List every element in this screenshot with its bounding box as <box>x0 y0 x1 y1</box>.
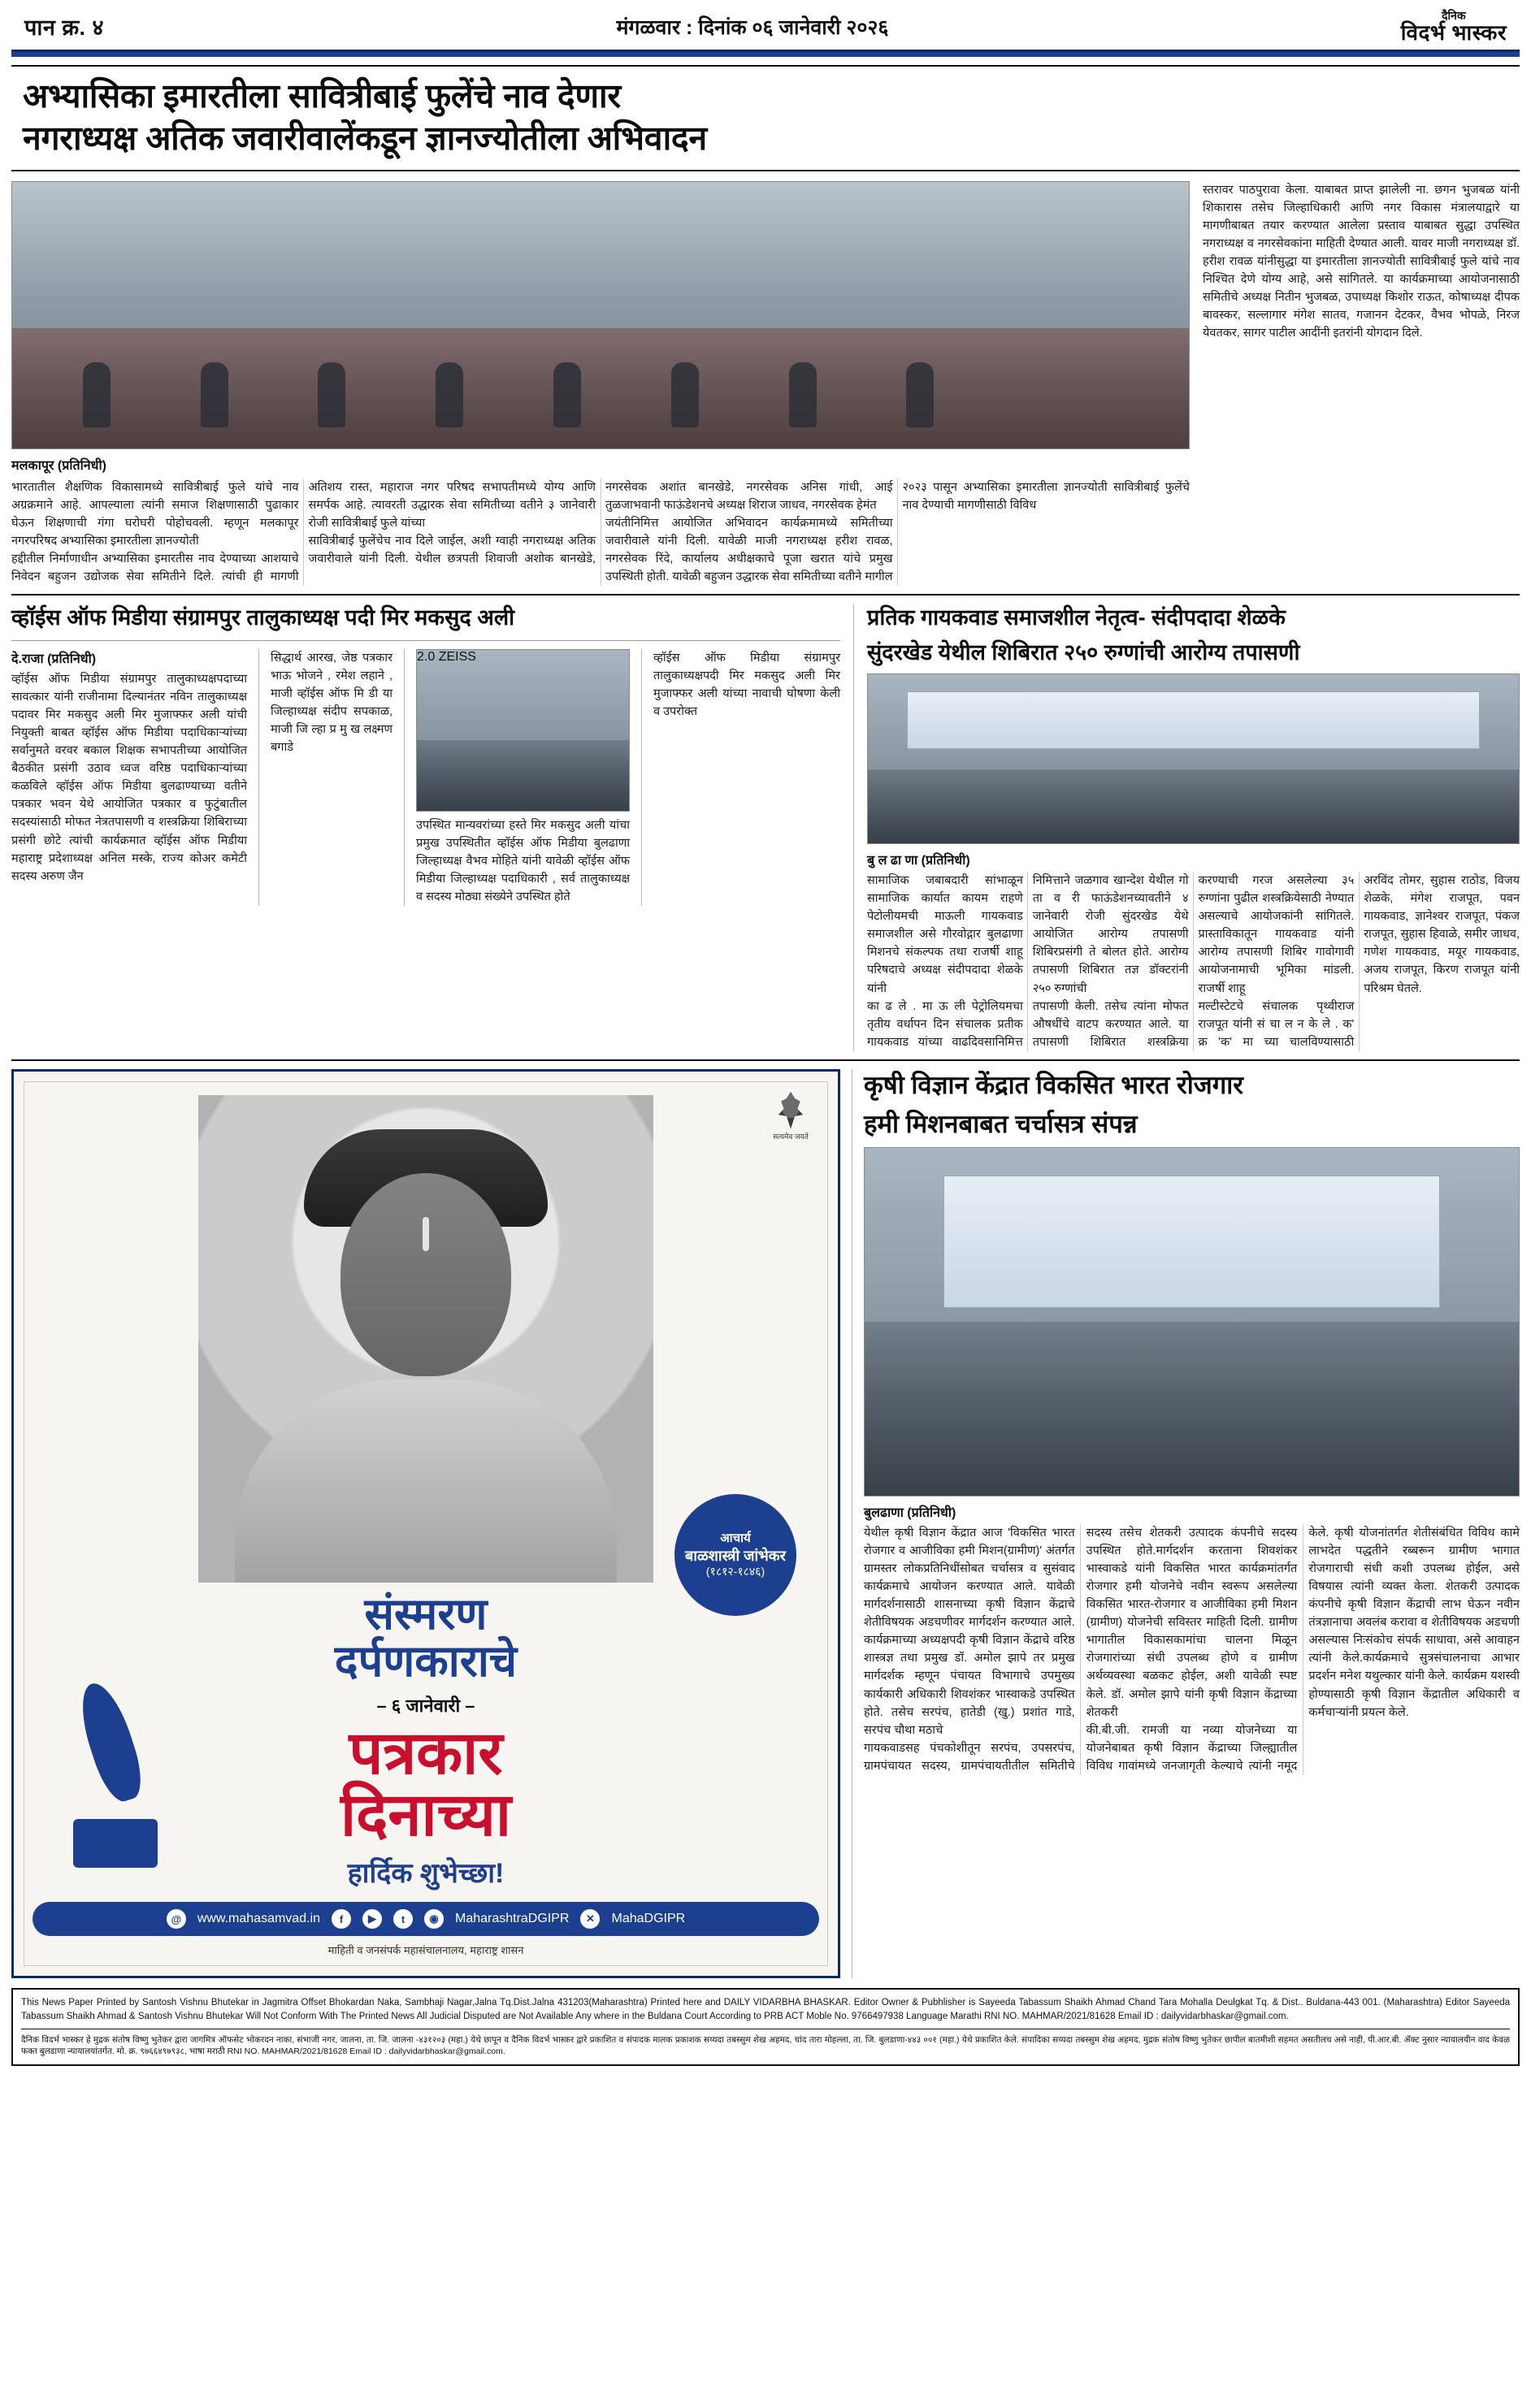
lead-body-col3: सावित्रीबाई फुलेंचेच नाव दिले जाईल, अशी ग्वाही नगराध्यक्ष अतिक जवारीवाले यांनी दिली. येथील छत्रपती शिवाजी अशोक बानखेडे, नगरसेवक अशांत बानखेडे, नगरसेवक अनिस गांधी, आई तुळजाभवानी फाऊंडेशनचे अध्यक्ष शिराज जाधव, नगरसेवक हेमंत <box>308 480 893 566</box>
story-health-camp <box>867 604 1520 1051</box>
badge-line1: आचार्य <box>720 1531 751 1545</box>
instagram-icon[interactable]: ◉ <box>424 1909 444 1929</box>
story2-body-col3: उपस्थित मान्यवरांच्या हस्ते मिर मकसुद अली यांचा प्रमुख उपस्थितीत व्हॉईस ऑफ मिडीया बुलढाणा जिल्हाध्यक्ष वैभव मोहिते यांनी यावेळी व्हॉईस ऑफ मिडीया जिल्हाध्यक्ष पदाधिकारी , सर्व तालुकाध्यक्ष व सदस्य मोठ्या संख्येने उपस्थित होते <box>416 819 630 904</box>
story2-body-col2: सिद्धार्थ आरख, जेष्ठ पत्रकार भाऊ भोजने , रमेश लहाने , माजी व्हॉईस ऑफ मि डी या जिल्हाध्यक्ष संदीप सपकाळ, माजी जि ल्हा प्र मु ख लक्ष्मण बगाडे <box>271 652 393 755</box>
poster-title-line4: दिनाच्या <box>340 1780 512 1848</box>
lead-photo <box>11 181 1190 449</box>
section-divider-2 <box>11 1059 1520 1061</box>
story4-headline-line1: कृषी विज्ञान केंद्रात विकसित भारत रोजगार <box>864 1070 1243 1099</box>
story3-byline: बु ल ढा णा (प्रतिनिधी) <box>867 854 970 868</box>
imprint-footer <box>11 1988 1520 2066</box>
journalist-day-poster <box>11 1069 840 1979</box>
youtube-icon[interactable]: ▶ <box>362 1909 382 1929</box>
lead-photo-wrap <box>11 181 1190 586</box>
lower-band <box>11 1069 1520 1979</box>
photo-stage <box>12 328 1189 448</box>
poster-inner <box>24 1081 828 1967</box>
story3-body-col2: का ढ ले . मा ऊ ली पेट्रोलियमचा तृतीय वर्धापन दिन संचालक प्रतीक गायकवाड यांच्या वाढदिवसानिमित्त निमित्ताने जळगाव खान्देश येथील गो ता व री फाऊंडेशनच्यावतीने ४ जानेवारी रोजी सुंदरखेड येथे आयोजित आरोग्य तपासणी शिबिरप्रसंगी ते बोलत होते. आरोग्य तपासणी शिबिरात तज्ञ डॉक्टरांनी २५० रुग्णांची <box>867 874 1189 1049</box>
poster-handle-2[interactable]: MahaDGIPR <box>611 1912 686 1926</box>
twitter-icon[interactable]: t <box>393 1909 413 1929</box>
middle-band <box>11 604 1520 1051</box>
lead-body-col1: भारतातील शैक्षणिक विकासामध्ये सावित्रीबाई फुले यांचे नाव अग्रक्रमाने आहे. आपल्याला त्यांनी समाज शिक्षणासाठी पुढाकार घेऊन शिक्षणाची गंगा घरोघरी पोहोचवली. म्हणून मलकापूर नगरपरिषद अभ्यासिका इमारतीला ज्ञानज्योती <box>11 480 299 548</box>
story4-byline: बुलढाणा (प्रतिनिधी) <box>864 1506 956 1521</box>
story2-photo: 2.0 ZEISS <box>416 649 630 812</box>
story3-photo <box>867 673 1520 844</box>
poster-title-line5: हार्दिक शुभेच्छा! <box>347 1858 505 1890</box>
lead-sidebar-text <box>1203 181 1520 586</box>
lead-story <box>11 181 1520 586</box>
story3-body-col1: सामाजिक जबाबदारी सांभाळून सामाजिक कार्यात कायम राहणे पेटोलीयमची माऊली गायकवाड समाजशील असे गौरवोद्गार बुलढाणा मिशनचे संकल्पक तथा राजर्षी शाहू परिषदाचे अध्यक्ष संदीपदादा शेळके यांनी <box>867 874 1023 995</box>
poster-title-line3: पत्रकार <box>349 1719 503 1787</box>
masthead <box>11 8 1520 52</box>
facebook-icon[interactable]: f <box>332 1909 351 1929</box>
story2-headline: व्हॉईस ऑफ मिडीया संग्रामपुर तालुकाध्यक्ष पदी मिर मकसुद अली <box>11 605 515 630</box>
imprint-english: This News Paper Printed by Santosh Vishnu Bhutekar in Jagmitra Offset Bhokardan Naka, Sambhaji Nagar,Jalna Tq.Dist.Jalna 431203(Maharashtra) Printed here and DAILY VIDARBHA BHASKAR. Editor Owner & Pubhlisher is Sayeeda Tabassum Shaikh Ahmad Chand Tara Mohalla Deulgkat Tq. & Dist.. Buldana-443 001. (Maharashtra) Editor Sayeeda Tabassum Shaikh Ahmad & Santosh Vishnu Bhutekar Will Not Conform With The Printed News All Judicial Disputed are Not Available Any where in the Buldana Court According to PRB ACT Moble No. 9766497938 Language Marathi RNI NO. MAHMAR/2021/81628 Email ID : dailyvidarbhaskar@gmail.com. <box>21 1998 1510 2021</box>
poster-badge <box>674 1494 796 1616</box>
poster-website[interactable]: www.mahasamvad.in <box>197 1912 320 1926</box>
story3-photo-banner <box>907 691 1480 749</box>
poster-social-bar[interactable] <box>33 1902 819 1936</box>
story2-byline: दे.राजा (प्रतिनिधी) <box>11 652 97 667</box>
quill-pen-icon <box>68 1681 166 1868</box>
poster-handle-1[interactable]: MaharashtraDGIPR <box>454 1912 570 1926</box>
story4-body-col3: की.बी.जी. रामजी या नव्या योजनेच्या या योजनेबाबत कृषी विज्ञान केंद्राच्या जिल्ह्यातील विविध गावांमध्ये जनजागृती केल्याचे त्यांनी नमूद केले. कृषी योजनांतर्गत शेतीसंबंधित विविध कामे लाभदेत पद्धतीने रब्बरून ग्रामीण भागात रोजगाराची संधी कशी उपलब्ध होईल, असे विषयास त्यांनी व्यक्त केला. शेतकरी उत्पादक कंपनीचे कृषी विज्ञान केंद्राची लाभ घेऊन नवीन तंत्रज्ञानाचा अवलंब करावा व शेतीविषयक अडचणी असल्यास निःसंकोच संपर्क साधावा, असे आवाहन त्यांनी केले.कार्यक्रमाचे सुत्रसंचालनाचा आभार प्रदर्शन मनेश यथुल्कार यांनी केले. कार्यक्रम यशस्वी होण्यासाठी कृषी विज्ञान केंद्रातील अधिकारी व कर्मचाऱ्यांनी प्रयत्न केले. <box>1086 1527 1520 1773</box>
publication-logo <box>1401 10 1507 43</box>
poster-title-line1: संस्मरण <box>364 1589 488 1639</box>
date-line: मंगळवार : दिनांक ०६ जानेवारी २०२६ <box>616 15 889 39</box>
lead-body-col4: जयंतीनिमित्त आयोजित अभिवादन कार्यक्रमामध्ये समितीच्या जवारीवाले यांनी दिली. यावेळी माजी नगराध्यक्ष हरीश रावळ, नगरसेवक रिंदे, कार्यालय अधीक्षकाचे पूजा खरात यांचे प्रमुख उपस्थिती होती. यावेळी बहुजन उद्धारक सेवा समितीच्या वतीने मागील २०२३ पासून अभ्यासिका इमारतीला ज्ञानज्योती सावित्रीबाई फुलेंचे नाव देण्याची मागणीसाठी विविध <box>605 480 1190 584</box>
story-kvk-workshop <box>864 1069 1520 1979</box>
story3-headline-line1: प्रतिक गायकवाड समाजशील नेतृत्व- संदीपदादा शेळके <box>867 605 1286 630</box>
globe-icon: @ <box>167 1909 186 1929</box>
story4-headline-line2: हमी मिशनबाबत चर्चासत्र संपन्न <box>864 1109 1138 1138</box>
poster-title-line2: दर्पणकाराचे <box>334 1636 518 1686</box>
emblem-caption: सत्यमेव जयते <box>773 1132 809 1141</box>
story-voice-of-media <box>11 604 840 1051</box>
story2-body-col4: व्हॉईस ऑफ मिडीया संग्रामपुर तालुकाध्यक्षपदी मिर मकसुद अली मिर मुजाफ्फर अली यांच्या नावाची घोषणा केली व उपरोक्त <box>653 652 840 719</box>
x-icon[interactable]: ✕ <box>580 1909 600 1929</box>
story4-photo <box>864 1147 1520 1496</box>
poster-date: – ६ जानेवारी – <box>376 1696 475 1717</box>
imprint-marathi: दैनिक विदर्भ भास्कर हे मुद्रक संतोष विष्णु भुतेकर द्वारा जागमित्र ऑफसेट भोकरदन नाका, संभाजी नगर, जालना, ता. जि. जालना -४३१२०३ (महा.) येथे छापून व दैनिक विदर्भ भास्कर द्वारे प्रकाशित व संपादक मालक प्रकाशक सय्यदा तबस्सुम शेख अहमद, चांद तारा मोहल्ला, ता. जि. बुलडाणा-४४३ ००१ (महा.) येथे प्रकाशित केले. संपादिका सय्यदा तबस्सुम शेख अहमद, मुद्रक संतोष विष्णु भुतेकर छापील बातमीशी सहमत असतीलच असे नाही, पी.आर.बी. ॲक्ट नुसार न्यायालयीन वाद केवळ फक्त बुलडाणा न्यायालयांतर्गत. मो. क्र. ९७६६४९७९३८, भाषा मराठी RNI NO. MAHMAR/2021/81628 Email ID : dailyvidarbhaskar@gmail.com. <box>21 2034 1510 2057</box>
masthead-divider <box>11 52 1520 57</box>
story2-body-col1: व्हॉईस ऑफ मिडीया संग्रामपुर तालुकाध्यक्षपदाच्या सावत्कार यांनी राजीनामा दिल्यानंतर नविन तालुकाध्यक्ष पदावर मिर मकसुद अली मिर मुजाफ्फर अली यांची नियुक्ती बाबत व्हॉईस ऑफ मिडीया पदाधिकाऱ्यांच्या सर्वानुमते वरवर बकाल शिक्षक सभापतीच्या आयोजित बैठकीत प्रसंगी उठाव ध्वज वरिष्ठ पदाधिकाऱ्यांच्या कळविले व्हॉईस ऑफ मिडीया बुलढाण्याच्या वतीने पत्रकार भवन येथे आयोजित पत्रकार व फुटुंबातील सदस्यांसाठी मोफत नेत्रतपासणी व शस्त्रक्रिया शिबिराच्या प्रसंगी छोटे त्यांची कार्यक्रमात व्हॉईस ऑफ मिडीया महाराष्ट्र प्रदेशाध्यक्ष अनिल मस्के, राज्य कोअर कमेटी सदस्य अरुण जैन <box>11 673 247 883</box>
logo-title: विदर्भ भास्कर <box>1400 20 1507 45</box>
lead-byline: मलकापूर (प्रतिनिधी) <box>11 458 106 473</box>
story4-body-col2: गायकवाडसह पंचकोशीतून सरपंच, उपसरपंच, ग्रामपंचायत सदस्य, ग्रामपंचायतीतील समितीचे सदस्य तसेच शेतकरी उत्पादक कंपनीचे सदस्य उपस्थित होते.मार्गदर्शन करताना शिवशंकर भास्वाकडे यांनी विकसित भारत कार्यक्रमांतर्गत रोजगार हमी योजनेचे नवीन स्वरूप असलेल्या विकसित भारत-रोजगार व आजीविका हमी मिशन (ग्रामीण) योजनेची सविस्तर माहिती दिली. ग्रामीण भागातील विकासकामांचा चालना मिळून रोजगारांच्या संधी उपलब्ध होणे व ग्रामीण अर्थव्यवस्था बळकट होईल, अशी यावेळी स्पष्ट केले. डॉ. अमोल झापे यांनी कृषी विज्ञान केंद्राच्या शेतकरी <box>864 1527 1298 1773</box>
lead-body-col5: स्तरावर पाठपुरावा केला. याबाबत प्राप्त झालेली ना. छगन भुजबळ यांनी शिकारास तसेच जिल्हाधिकारी आणि नगर विकास मंत्रालयाद्वारे या मागणीबाबत तयार करण्यात आलेला प्रस्ताव याबाबत सुद्धा उपस्थित नगराध्यक्ष व नगरसेवकांना माहिती देण्यात आली. यावर माजी नगराध्यक्ष डॉ. हरीश रावळ यांनीसुद्धा या इमारतीला ज्ञानज्योती सावित्रीबाई फुले यांचे नाव निश्चित देणे योग्य आहे, असे सांगितले. या कार्यक्रमाच्या आयोजनासाठी समितीचे अध्यक्ष नितीन भुजबळ, उपाध्यक्ष किशोर राऊत, कोषाध्यक्ष दीपक बावस्कर, सल्लागार मंगेश सातव, गजानन देटकर, वैभव भोपळे, निरज येवतकर, सागर पाटील आदींनी इतरांनी योगदान दिले. <box>1203 183 1520 340</box>
badge-line3: (१८१२-१८४६) <box>705 1565 766 1579</box>
section-divider-1 <box>11 594 1520 596</box>
lead-body-col2: हद्दीतील निर्माणाधीन अभ्यासिका इमारतीस नाव देण्याच्या आशयाचे निवेदन बहुजन उद्योजक सेवा समितीने दिले. त्यांची ही मागणी अतिशय रास्त, महाराज नगर परिषद सभापतीमध्ये योग्य आणि समर्पक आहे. त्यावरती उद्धारक सेवा समितीच्या वतीने ३ जानेवारी रोजी सावित्रीबाई फुले यांच्या <box>11 480 596 584</box>
poster-credit: माहिती व जनसंपर्क महासंचालनालय, महाराष्ट्र शासन <box>327 1944 524 1957</box>
balshastri-jambhekar-portrait <box>198 1095 653 1583</box>
story3-body-col3: तपासणी केली. तसेच त्यांना मोफत औषधींचे वाटप करण्यात आले. या तपासणी शिबिरात शस्त्रक्रिया करण्याची गरज असलेल्या ३५ रुग्णांना पुढील शस्त्रक्रियेसाठी नेण्यात असल्याचे आयोजकांनी सांगितले. प्रास्ताविकातून गायकवाड यांनी आरोग्य तपासणी शिबिर गावोगावी आयोजनामाची भूमिका मांडली. राजर्षी शाहू <box>1032 874 1355 1049</box>
story4-body-col1: येथील कृषी विज्ञान केंद्रात आज 'विकसित भारत रोजगार व आजीविका हमी मिशन(ग्रामीण)' अंतर्गत ग्रामस्तर लोकप्रतिनिधींसोबत चर्चासत्र व सुसंवाद कार्यक्रमाचे आयोजन करण्यात आले. यावेळी मार्गदर्शनासाठी शासनाच्या कृषी विज्ञान केंद्राचे शेतीविषयक अडचणीवर मार्गदर्शन करण्यात आले. कार्यक्रमाच्या अध्यक्षपदी कृषी विज्ञान केंद्राचे वरिष्ठ शास्त्रज्ञ तथा प्रमुख डॉ. अमोल झापे तर प्रमुख मार्गदर्शक म्हणून पंचायत विभागाचे उपमुख्य कार्यकारी अधिकारी शिवशंकर भास्वाकडे उपस्थित होते. तसेच सरपंच, हातेडी (खु.) प्रशांत गाडे, सरपंच चौथा मठाचे <box>864 1527 1075 1737</box>
lead-headline-line1: अभ्यासिका इमारतीला सावित्रीबाई फुलेंचे नाव देणार <box>23 77 621 115</box>
government-emblem-icon <box>767 1092 814 1141</box>
story3-body-col4: मल्टीस्टेटचे संचालक पृथ्वीराज राजपूत यांनी सं चा ल न के ले . क' क्र 'क' मा च्या चालविण्यासाठी अरविंद तोमर, सुहास राठोड, विजय शेळके, मंगेश राजपूत, पवन गायकवाड, ज्ञानेश्वर राजपूत, पंकज राजपूत, सुहास हिवाळे, समीर जाधव, गणेश गायकवाड, मयूर गायकवाड, अजय राजपूत, किरण राजपूत यांनी परिश्रम घेतले. <box>1198 874 1520 1049</box>
logo-small-text: दैनिक <box>1442 9 1466 22</box>
badge-line2: बाळशास्त्री जांभेकर <box>685 1547 786 1564</box>
story3-headline-line2: सुंदरखेड येथील शिबिरात २५० रुग्णांची आरोग्य तपासणी <box>867 640 1300 665</box>
lead-headline-line2: नगराध्यक्ष अतिक जवारीवालेंकडून ज्ञानज्योतीला अभिवादन <box>23 119 707 158</box>
lead-headline-block <box>11 65 1520 171</box>
page-number: पान क्र. ४ <box>24 15 105 40</box>
